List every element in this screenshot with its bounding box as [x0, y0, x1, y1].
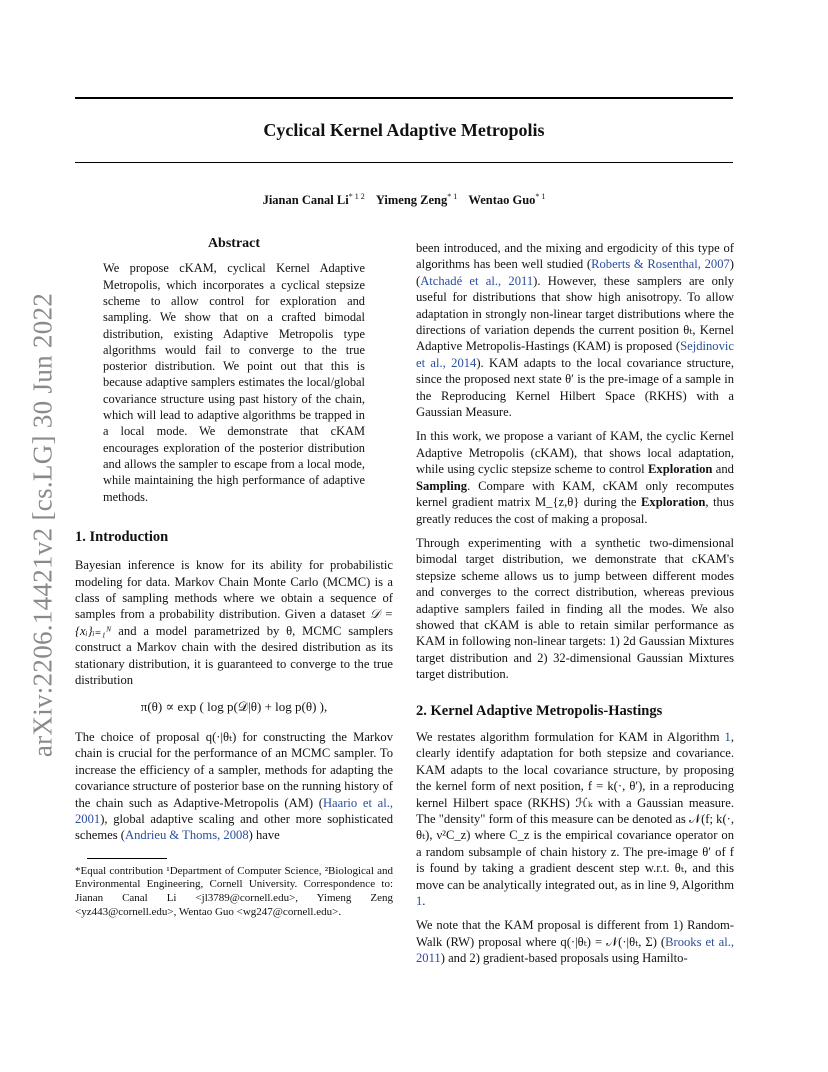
arxiv-id: arXiv:2206.14421v2 [cs.LG] 30 Jun 2022	[27, 292, 58, 758]
algorithm-link[interactable]: 1	[416, 894, 423, 909]
citation-link[interactable]: Atchadé et al., 2011	[420, 273, 534, 288]
author: Wentao Guo$^{* 1}$	[468, 192, 546, 208]
abstract-heading: Abstract	[207, 236, 261, 251]
right-column	[416, 240, 734, 975]
algorithm-link[interactable]: 1	[724, 729, 731, 744]
citation-link[interactable]: Haario et al., 2001	[75, 795, 393, 826]
citation-link[interactable]: Roberts & Rosenthal, 2007	[591, 257, 730, 272]
abstract-text: We propose cKAM, cyclical Kernel Adaptive Metropolis, which incorporates a cyclical stepsize scheme to allow control for exploration and sampling. We show that on a crafted bimodal distribution, existing Adaptive Metropolis type algorithms would fail to converge to the true posterior distribution. We point out that this is because adaptive samplers estimates the local/global covariance structure using past history of the chain, which will lead to adaptive algorithms be trapped in a local mode. We demonstrate that cKAM encourages exploration of the posterior distribution and allows the sampler to escape from a local mode, while maintaining the high performance of adaptive methods.	[103, 261, 365, 504]
intro-paragraph-1: Bayesian inference is know for its ability for probabilistic modeling for data. Markov Chain Monte Carlo (MCMC) is a class of sampling methods where we obtain a sequence of samples from a probability distribution. Given a dataset 𝒟 = {xᵢ}ᵢ₌₁ᴺ and a model parametrized by θ, MCMC samplers construct a Markov chain with the desired distribution as its stationary distribution, it is guaranteed to converge to the true distribution	[75, 558, 393, 688]
author-list	[75, 192, 733, 208]
author: Yimeng Zeng$^{* 1}$	[375, 192, 458, 208]
citation-link[interactable]: Andrieu & Thoms, 2008	[125, 828, 249, 843]
right-paragraph-5: We note that the KAM proposal is different from 1) Random-Walk (RW) proposal where q(·|θₜ) = 𝒩(·|θₜ, Σ) (Brooks et al., 2011) and 2) gradient-based proposals using Hamilto-	[416, 918, 734, 966]
top-rule	[75, 97, 733, 99]
footnote: *Equal contribution ¹Department of Computer Science, ²Biological and Environmental Engineering, Cornell University. Correspondence to: Jianan Canal Li <jl3789@cornell.edu>, Yimeng Zeng <yz443@cornell.edu>, Wentao Guo <wg247@cornell.edu>.	[75, 864, 393, 918]
author: Jianan Canal $Li^{* 1 2}$	[262, 192, 365, 208]
right-paragraph-3: Through experimenting with a synthetic two-dimensional bimodal target distribution, we demonstrate that cKAM's stepsize scheme allows us to jump between different modes and converges to the correct distribution, whereas previous adaptive samplers failed in finding all the modes. We also showed that cKAM is able to retain similar performance as KAM in following non-linear targets: 1) 2d Gaussian Mixtures target distribution and 2) 32-dimensional Gaussian Mixtures target distribution.	[416, 535, 734, 682]
title-bottom-rule	[75, 162, 733, 163]
paper-title: Cyclical Kernel Adaptive Metropolis	[263, 120, 545, 140]
right-paragraph-4: We restates algorithm formulation for KAM in Algorithm 1, clearly identify adaptation for both stepsize and covariance. KAM adapts to the local covariance structure, by proposing the kernel form of next position, f = k(·, θ′), in a reproducing kernel Hilbert space (RKHS) ℋₖ with a Gaussian measure. The "density" form of this measure can be denoted as 𝒩(f; k(·, θₜ), ν²C_z) where C_z is the empirical covariance operator on a random subsample of chain history z. The pre-image θ′ of f is found by taking a gradient descent step w.r.t. θₜ, and this move can be analytically integrated out, as in line 9, Algorithm 1.	[416, 729, 734, 909]
intro-paragraph-2: The choice of proposal q(·|θₜ) for constructing the Markov chain is crucial for the performance of an MCMC sampler. To increase the efficiency of a sampler, methods for adapting the covariance structure of posterior base on the running history of the chain such as Adaptive-Metropolis (AM) (Haario et al., 2001), global adaptive scaling and other more sophisticated schemes (Andrieu & Thoms, 2008) have	[75, 729, 393, 843]
left-column	[75, 236, 393, 919]
arxiv-stamp	[18, 290, 68, 760]
footnote-separator	[87, 858, 167, 859]
section-heading-introduction: 1. Introduction	[75, 528, 169, 545]
right-paragraph-1: been introduced, and the mixing and ergodicity of this type of algorithms has been well studied (Roberts & Rosenthal, 2007) (Atchadé et al., 2011). However, these samplers are only useful for distributions that show high anisotropy. To allow adaptation in strongly non-linear target distributions where the directions of variation depends the current position θₜ, Kernel Adaptive Metropolis-Hastings (KAM) is proposed (Sejdinovic et al., 2014). KAM adapts to the local covariance structure, since the proposed next state θ′ is the pre-image of a sample in the Reproducing Kernel Hilbert Space (RKHS) with a Gaussian Measure.	[416, 241, 734, 420]
equation-posterior: π(θ) ∝ exp ( log p(𝒟|θ) + log p(θ) ),	[140, 698, 328, 714]
right-paragraph-2: In this work, we propose a variant of KAM, the cyclic Kernel Adaptive Metropolis (cKAM), that shows local adaptation, while using cyclic stepsize scheme to control Exploration and Sampling. Compare with KAM, cKAM only recomputes kernel gradient matrix M_{z,θ} during the Exploration, thus greatly reduces the cost of making a proposal.	[416, 429, 734, 526]
citation-link[interactable]: Sejdinovic et al., 2014	[416, 339, 734, 370]
section-heading-kam: 2. Kernel Adaptive Metropolis-Hastings	[416, 702, 663, 719]
citation-link[interactable]: Brooks et al., 2011	[416, 934, 734, 966]
